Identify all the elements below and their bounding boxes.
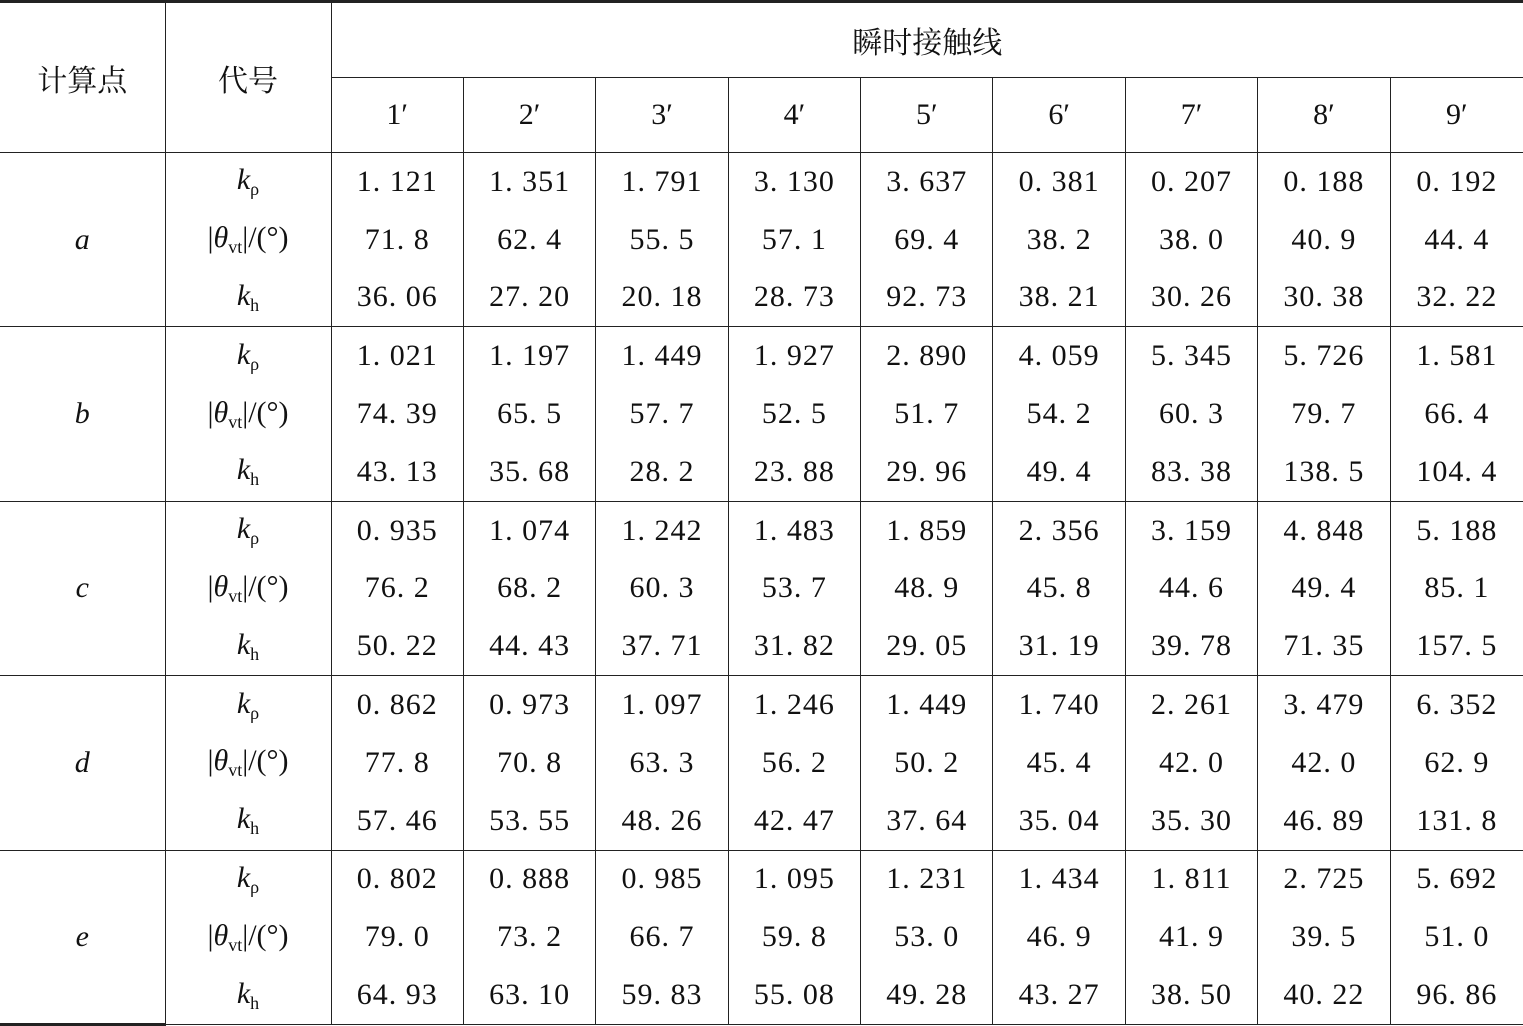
value-cell: 71. 8 [331, 211, 463, 269]
value-cell: 0. 207 [1125, 153, 1257, 211]
value-cell: 23. 88 [728, 443, 860, 501]
value-cell: 1. 074 [463, 501, 595, 559]
param-code [165, 560, 331, 618]
value-cell: 54. 2 [993, 385, 1125, 443]
value-cell: 79. 0 [331, 908, 463, 966]
param-symbol: θ [213, 569, 229, 603]
value-cell: 0. 935 [331, 501, 463, 559]
value-cell: 1. 121 [331, 153, 463, 211]
value-cell: 45. 8 [993, 560, 1125, 618]
param-code [165, 850, 331, 908]
value-cell: 1. 483 [728, 501, 860, 559]
table-row [0, 617, 1523, 675]
value-cell: 92. 73 [861, 269, 993, 327]
value-cell: 66. 4 [1424, 397, 1490, 431]
value-cell: 5. 726 [1258, 327, 1390, 385]
value-cell: 52. 5 [728, 385, 860, 443]
value-cell: 77. 8 [331, 734, 463, 792]
value-cell: 2. 356 [993, 501, 1125, 559]
value-cell: 70. 8 [463, 734, 595, 792]
value-cell: 43. 27 [993, 966, 1125, 1024]
value-cell: 57. 46 [331, 792, 463, 850]
value-cell: 42. 0 [1258, 734, 1390, 792]
value-cell: 96. 86 [1390, 966, 1523, 1024]
value-cell: 48. 26 [596, 792, 728, 850]
value-cell: 0. 802 [331, 850, 463, 908]
value-cell: 66. 7 [596, 908, 728, 966]
header-line-1: 1′ [331, 78, 463, 153]
abs-bar: | [207, 221, 214, 255]
param-unit: |/(°) [242, 221, 289, 255]
param-subscript: vt [228, 934, 243, 955]
value-cell: 44. 6 [1125, 560, 1257, 618]
value-cell: 41. 9 [1125, 908, 1257, 966]
param-subscript: vt [228, 585, 243, 606]
value-cell: 68. 2 [463, 560, 595, 618]
table-row [0, 327, 1523, 385]
value-cell: 62. 9 [1424, 745, 1490, 779]
header-calc-point: 计算点 [0, 2, 165, 153]
value-cell: 38. 50 [1125, 966, 1257, 1024]
param-unit: |/(°) [242, 395, 289, 429]
value-cell: 43. 13 [331, 443, 463, 501]
value-cell: 3. 130 [728, 153, 860, 211]
value-cell: 53. 55 [463, 792, 595, 850]
header-line-5: 5′ [861, 78, 993, 153]
value-cell: 5. 188 [1416, 513, 1498, 547]
value-cell: 2. 890 [861, 327, 993, 385]
value-cell: 79. 7 [1258, 385, 1390, 443]
value-cell: 51. 7 [861, 385, 993, 443]
param-symbol: k [236, 686, 251, 720]
value-cell: 4. 848 [1258, 501, 1390, 559]
param-unit: |/(°) [242, 918, 289, 952]
param-code [165, 676, 331, 734]
table-row [0, 443, 1523, 501]
value-cell: 0. 381 [993, 153, 1125, 211]
value-cell: 1. 095 [728, 850, 860, 908]
value-cell: 49. 4 [1258, 560, 1390, 618]
table-row [0, 269, 1523, 327]
value-cell: 131. 8 [1390, 792, 1523, 850]
value-cell: 42. 0 [1125, 734, 1257, 792]
value-cell: 28. 73 [728, 269, 860, 327]
table-row [0, 560, 1523, 618]
value-cell: 57. 7 [596, 385, 728, 443]
table-row [0, 792, 1523, 850]
value-cell: 3. 479 [1258, 676, 1390, 734]
value-cell: 46. 9 [993, 908, 1125, 966]
value-cell: 2. 725 [1258, 850, 1390, 908]
header-line-4: 4′ [728, 78, 860, 153]
value-cell: 55. 5 [596, 211, 728, 269]
value-cell: 1. 740 [993, 676, 1125, 734]
value-cell: 5. 692 [1416, 862, 1498, 896]
value-cell: 0. 192 [1416, 164, 1498, 198]
param-code [165, 443, 331, 501]
param-subscript: vt [228, 411, 243, 432]
value-cell: 1. 859 [861, 501, 993, 559]
param-subscript: h [250, 469, 260, 490]
value-cell: 28. 2 [596, 443, 728, 501]
param-unit: |/(°) [242, 569, 289, 603]
value-cell: 1. 927 [728, 327, 860, 385]
value-cell: 1. 791 [596, 153, 728, 211]
param-subscript: ρ [250, 528, 260, 549]
value-cell: 0. 862 [331, 676, 463, 734]
param-subscript: vt [228, 237, 243, 258]
param-subscript: ρ [250, 702, 260, 723]
header-line-7: 7′ [1125, 78, 1257, 153]
value-cell: 37. 71 [596, 617, 728, 675]
abs-bar: | [207, 744, 214, 778]
value-cell: 29. 05 [861, 617, 993, 675]
value-cell: 20. 18 [596, 269, 728, 327]
param-subscript: h [250, 992, 260, 1013]
param-subscript: h [250, 818, 260, 839]
table-row [0, 850, 1523, 908]
header-line-2: 2′ [463, 78, 595, 153]
value-cell: 4. 059 [993, 327, 1125, 385]
value-cell: 65. 5 [463, 385, 595, 443]
param-code [165, 327, 331, 385]
header-line-6: 6′ [993, 78, 1125, 153]
table-row [0, 908, 1523, 966]
value-cell: 2. 261 [1125, 676, 1257, 734]
value-cell: 62. 4 [463, 211, 595, 269]
value-cell: 46. 89 [1258, 792, 1390, 850]
value-cell: 104. 4 [1390, 443, 1523, 501]
value-cell: 1. 242 [596, 501, 728, 559]
header-code: 代号 [165, 2, 331, 153]
value-cell: 157. 5 [1390, 617, 1523, 675]
param-symbol: k [236, 453, 251, 487]
value-cell: 63. 10 [463, 966, 595, 1024]
table-row [0, 153, 1523, 211]
value-cell: 35. 04 [993, 792, 1125, 850]
abs-bar: | [207, 569, 214, 603]
param-code [165, 385, 331, 443]
value-cell: 38. 0 [1125, 211, 1257, 269]
param-subscript: vt [228, 760, 243, 781]
value-cell: 63. 3 [596, 734, 728, 792]
param-symbol: k [236, 627, 251, 661]
param-code [165, 211, 331, 269]
value-cell: 39. 5 [1258, 908, 1390, 966]
param-subscript: h [250, 643, 260, 664]
value-cell: 0. 973 [463, 676, 595, 734]
header-line-8: 8′ [1258, 78, 1390, 153]
value-cell: 45. 4 [993, 734, 1125, 792]
calc-point-label: b [0, 327, 165, 501]
value-cell: 40. 9 [1258, 211, 1390, 269]
value-cell: 69. 4 [861, 211, 993, 269]
value-cell: 57. 1 [728, 211, 860, 269]
param-symbol: k [236, 278, 251, 312]
value-cell: 38. 21 [993, 269, 1125, 327]
header-contact-lines: 瞬时接触线 [331, 2, 1523, 78]
table-row [0, 501, 1523, 559]
value-cell: 29. 96 [861, 443, 993, 501]
param-symbol: θ [213, 221, 229, 255]
value-cell: 1. 231 [861, 850, 993, 908]
table-row [0, 966, 1523, 1024]
value-cell: 31. 82 [728, 617, 860, 675]
table-row [0, 385, 1523, 443]
value-cell: 6. 352 [1416, 688, 1498, 722]
value-cell: 138. 5 [1258, 443, 1390, 501]
calc-point-label: a [0, 153, 165, 327]
value-cell: 56. 2 [728, 734, 860, 792]
table-row [0, 676, 1523, 734]
param-subscript: ρ [250, 179, 260, 200]
param-symbol: θ [213, 744, 229, 778]
value-cell: 60. 3 [1125, 385, 1257, 443]
abs-bar: | [207, 395, 214, 429]
param-code [165, 908, 331, 966]
calc-point-label: c [0, 501, 165, 675]
param-symbol: θ [213, 395, 229, 429]
calc-point-label: e [0, 850, 165, 1024]
value-cell: 64. 93 [331, 966, 463, 1024]
param-symbol: k [236, 163, 251, 197]
value-cell: 49. 4 [993, 443, 1125, 501]
value-cell: 3. 159 [1125, 501, 1257, 559]
value-cell: 1. 351 [463, 153, 595, 211]
param-unit: |/(°) [242, 744, 289, 778]
header-line-9: 9′ [1390, 78, 1523, 153]
value-cell: 85. 1 [1424, 571, 1490, 605]
value-cell: 53. 0 [861, 908, 993, 966]
value-cell: 50. 22 [331, 617, 463, 675]
value-cell: 27. 20 [463, 269, 595, 327]
param-subscript: ρ [250, 876, 260, 897]
value-cell: 76. 2 [331, 560, 463, 618]
value-cell: 42. 47 [728, 792, 860, 850]
value-cell: 35. 30 [1125, 792, 1257, 850]
param-code [165, 501, 331, 559]
header-line-3: 3′ [596, 78, 728, 153]
value-cell: 37. 64 [861, 792, 993, 850]
value-cell: 0. 888 [463, 850, 595, 908]
value-cell: 1. 434 [993, 850, 1125, 908]
value-cell: 38. 2 [993, 211, 1125, 269]
value-cell: 59. 8 [728, 908, 860, 966]
param-symbol: k [236, 802, 251, 836]
value-cell: 0. 188 [1258, 153, 1390, 211]
value-cell: 60. 3 [596, 560, 728, 618]
table-header [0, 2, 1523, 153]
value-cell: 35. 68 [463, 443, 595, 501]
value-cell: 30. 26 [1125, 269, 1257, 327]
param-code [165, 153, 331, 211]
value-cell: 36. 06 [331, 269, 463, 327]
value-cell: 73. 2 [463, 908, 595, 966]
value-cell: 74. 39 [331, 385, 463, 443]
table-row [0, 734, 1523, 792]
value-cell: 1. 449 [596, 327, 728, 385]
param-code [165, 617, 331, 675]
value-cell: 1. 811 [1125, 850, 1257, 908]
value-cell: 83. 38 [1125, 443, 1257, 501]
value-cell: 48. 9 [861, 560, 993, 618]
value-cell: 55. 08 [728, 966, 860, 1024]
value-cell: 49. 28 [861, 966, 993, 1024]
param-symbol: k [236, 337, 251, 371]
value-cell: 1. 097 [596, 676, 728, 734]
value-cell: 0. 985 [596, 850, 728, 908]
value-cell: 44. 4 [1424, 222, 1490, 256]
value-cell: 71. 35 [1258, 617, 1390, 675]
param-symbol: k [236, 860, 251, 894]
value-cell: 1. 449 [861, 676, 993, 734]
value-cell: 5. 345 [1125, 327, 1257, 385]
param-code [165, 734, 331, 792]
value-cell: 40. 22 [1258, 966, 1390, 1024]
param-symbol: k [236, 512, 251, 546]
value-cell: 39. 78 [1125, 617, 1257, 675]
value-cell: 50. 2 [861, 734, 993, 792]
value-cell: 59. 83 [596, 966, 728, 1024]
value-cell: 44. 43 [463, 617, 595, 675]
value-cell: 32. 22 [1390, 269, 1523, 327]
abs-bar: | [207, 918, 214, 952]
value-cell: 30. 38 [1258, 269, 1390, 327]
table-body [0, 153, 1523, 1025]
value-cell: 31. 19 [993, 617, 1125, 675]
value-cell: 1. 581 [1416, 339, 1498, 373]
value-cell: 1. 197 [463, 327, 595, 385]
calc-point-label: d [0, 676, 165, 850]
param-symbol: θ [213, 918, 229, 952]
param-symbol: k [236, 976, 251, 1010]
param-code [165, 269, 331, 327]
table-row [0, 211, 1523, 269]
param-code [165, 792, 331, 850]
value-cell: 51. 0 [1424, 920, 1490, 954]
param-subscript: ρ [250, 353, 260, 374]
value-cell: 3. 637 [861, 153, 993, 211]
param-code [165, 966, 331, 1024]
value-cell: 1. 246 [728, 676, 860, 734]
value-cell: 53. 7 [728, 560, 860, 618]
value-cell: 1. 021 [331, 327, 463, 385]
param-subscript: h [250, 294, 260, 315]
